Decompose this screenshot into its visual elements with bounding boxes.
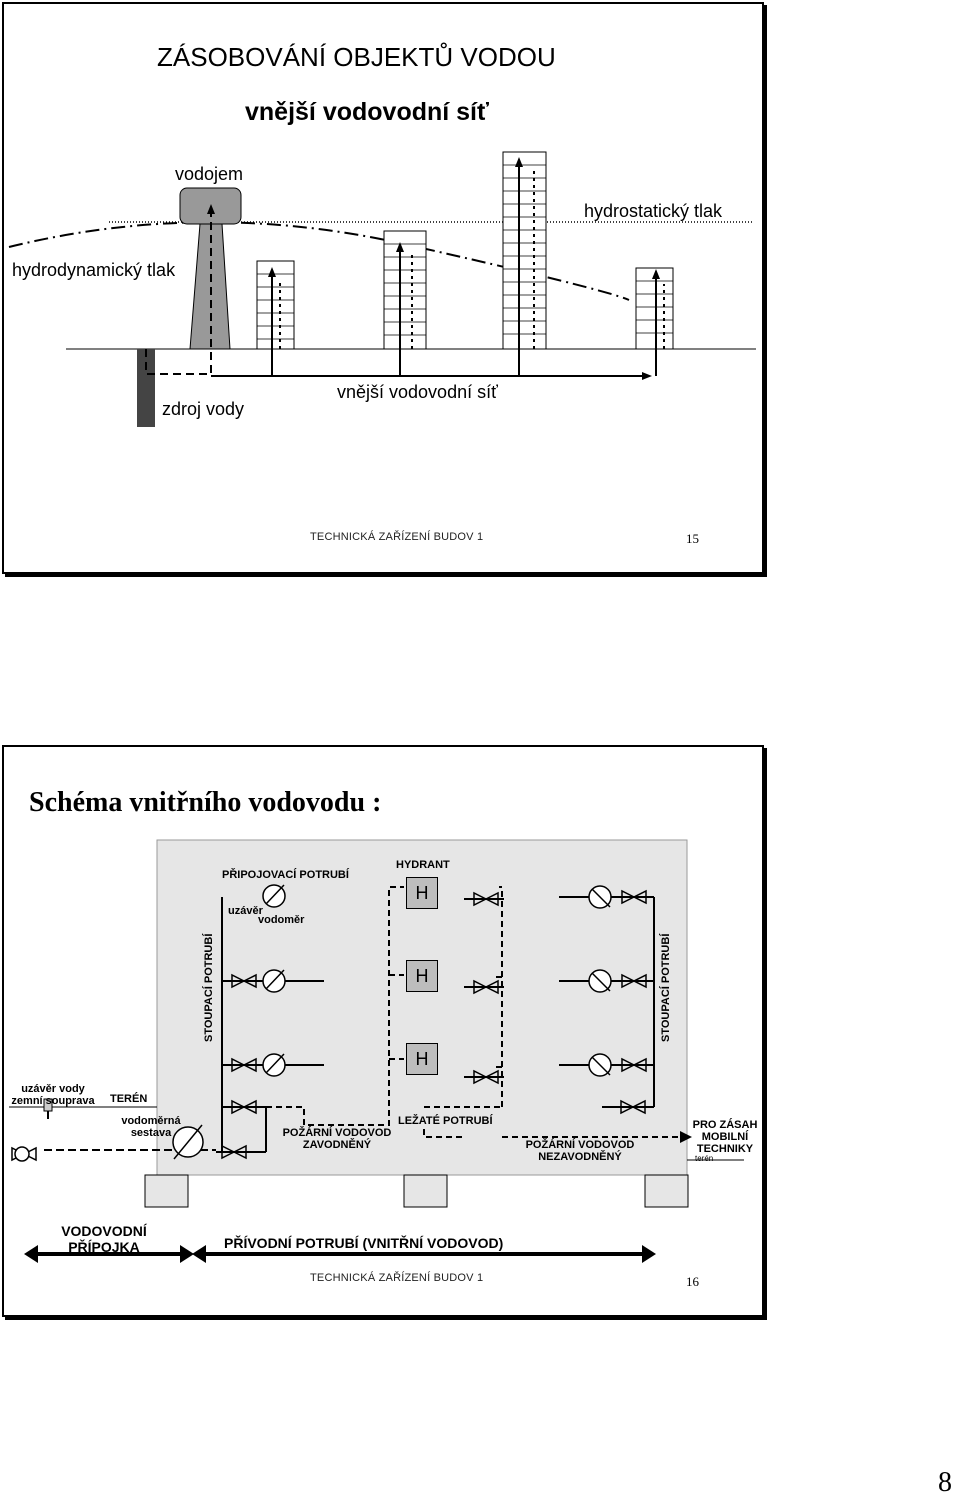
slide-footer: TECHNICKÁ ZAŘÍZENÍ BUDOV 1	[310, 1272, 484, 1284]
building-3-icon	[503, 152, 546, 349]
slide-footer: TECHNICKÁ ZAŘÍZENÍ BUDOV 1	[310, 531, 484, 543]
horizontal-pipe-label: LEŽATÉ POTRUBÍ	[398, 1115, 493, 1127]
hydrostatic-label: hydrostatický tlak	[584, 201, 723, 221]
valve-label: uzávěr	[228, 905, 263, 917]
hydrant-symbol: H	[406, 1043, 438, 1075]
hydrant-symbol: H	[406, 960, 438, 992]
fire-dry-label: POŽÁRNÍ VODOVOD NEZAVODNĚNÝ	[525, 1139, 635, 1163]
meter-assembly-label: vodoměrná sestava	[121, 1115, 181, 1139]
service-connection-label: VODOVODNÍ PŘÍPOJKA	[61, 1223, 147, 1255]
shutoff-label: uzávěr vody zemní souprava	[11, 1083, 95, 1107]
hydrodynamic-label: hydrodynamický tlak	[12, 260, 176, 280]
supply-pipe-label: PŘÍVODNÍ POTRUBÍ (VNITŘNÍ VODOVOD)	[224, 1235, 504, 1251]
building-4-icon	[636, 268, 673, 349]
fire-service-label: PRO ZÁSAH MOBILNÍ TECHNIKY	[692, 1119, 758, 1155]
well-icon	[137, 349, 155, 427]
hydrant-label: HYDRANT	[396, 859, 450, 871]
riser-right-label: STOUPACÍ POTRUBÍ	[660, 933, 672, 1042]
slide-16	[2, 745, 764, 1317]
reservoir-label: vodojem	[175, 164, 244, 184]
slide-subtitle: vnější vodovodní síť	[245, 98, 489, 126]
building-2-icon	[384, 231, 426, 349]
foundation-2	[404, 1175, 447, 1207]
slide-title: Schéma vnitřního vodovodu :	[29, 787, 382, 818]
foundation-1	[145, 1175, 188, 1207]
fire-wet-label: POŽÁRNÍ VODOVOD ZAVODNĚNÝ	[282, 1127, 392, 1151]
sheet-page-number: 8	[938, 1467, 952, 1498]
foundation-3	[645, 1175, 688, 1207]
connecting-pipe-label: PŘIPOJOVACÍ POTRUBÍ	[222, 869, 349, 881]
slide-page-number: 15	[686, 531, 699, 546]
hydrant-symbol: H	[406, 877, 438, 909]
terrain-small-label: terén	[695, 1154, 714, 1163]
slide-15	[2, 2, 764, 574]
terrain-label: TERÉN	[110, 1093, 148, 1105]
riser-left-label: STOUPACÍ POTRUBÍ	[203, 933, 215, 1042]
source-label: zdroj vody	[162, 399, 245, 419]
meter-label: vodoměr	[258, 914, 305, 926]
water-supply-diagram	[4, 4, 762, 572]
building-1-icon	[257, 261, 294, 349]
slide-title: ZÁSOBOVÁNÍ OBJEKTŮ VODOU	[157, 42, 556, 72]
slide-page-number: 16	[686, 1274, 699, 1289]
network-label: vnější vodovodní síť	[337, 382, 498, 402]
